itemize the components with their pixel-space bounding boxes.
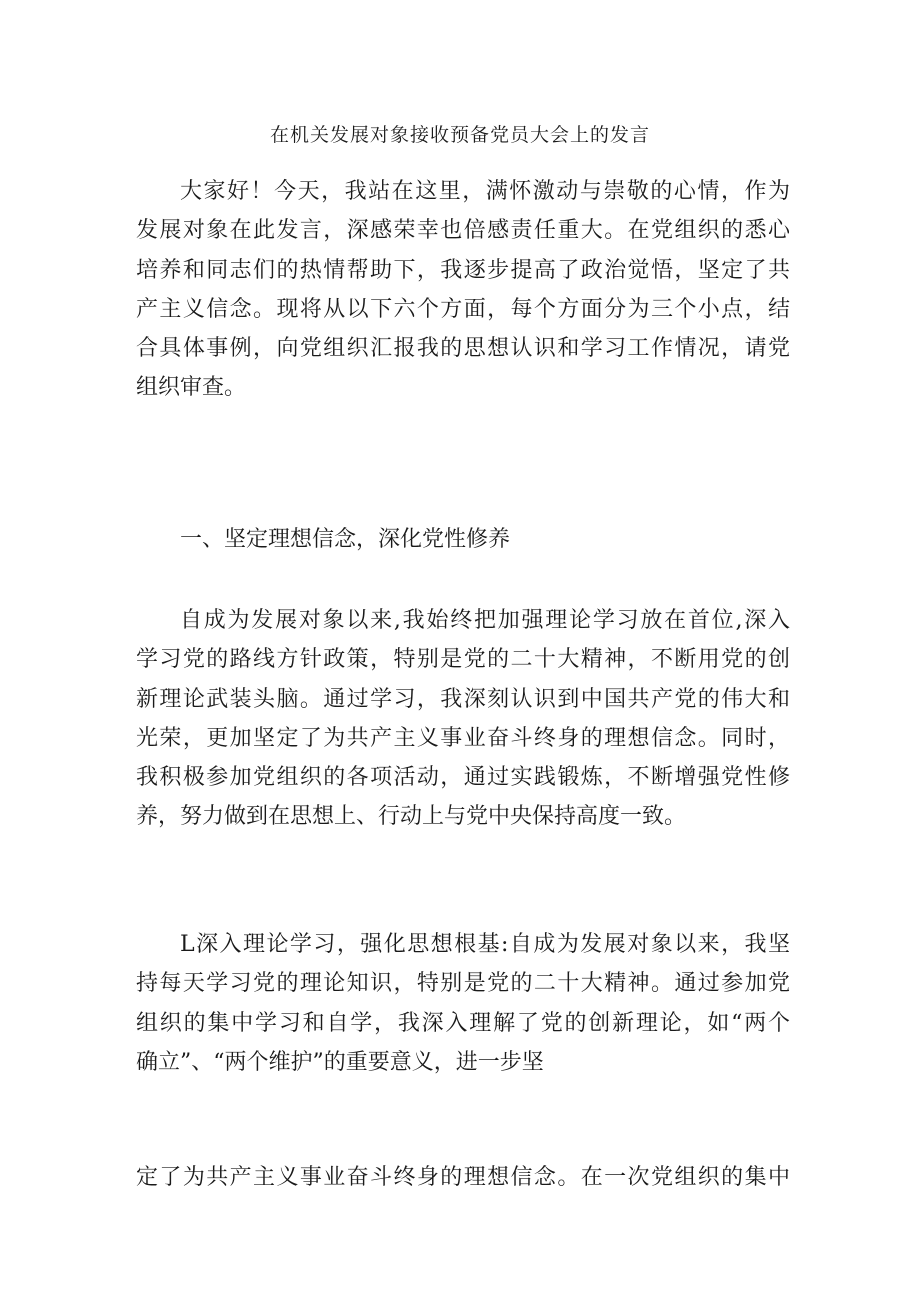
intro-line: 大家好！今天，我站在这里，满怀激动与崇敬的心情，作为: [180, 179, 790, 204]
section-line: 我积极参加党组织的各项活动，通过实践锻炼，不断增强党性修: [136, 765, 790, 791]
point-line: L深入理论学习，强化思想根基:自成为发展对象以来，我坚: [180, 932, 790, 957]
point-line: 持每天学习党的理论知识，特别是党的二十大精神。通过参加党: [136, 971, 790, 997]
section-paragraph: [136, 601, 790, 837]
section-line: 自成为发展对象以来,我始终把加强理论学习放在首位,深入: [180, 608, 790, 633]
intro-line: 发展对象在此发言，深感荣幸也倍感责任重大。在党组织的悉心: [136, 218, 790, 244]
intro-line: 产主义信念。现将从以下六个方面，每个方面分为三个小点，结: [136, 296, 790, 322]
continuation-paragraph: [136, 1158, 790, 1197]
section-line: 养，努力做到在思想上、行动上与党中央保持高度一致。: [136, 804, 687, 830]
point-paragraph: [136, 925, 790, 1082]
section-line: 新理论武装头脑。通过学习，我深刻认识到中国共产党的伟大和: [136, 686, 790, 712]
intro-paragraph: [136, 172, 790, 408]
intro-line: 组织审查。: [136, 375, 247, 401]
intro-line: 培养和同志们的热情帮助下，我逐步提高了政治觉悟，坚定了共: [136, 257, 790, 283]
section-line: 学习党的路线方针政策，特别是党的二十大精神，不断用党的创: [136, 647, 790, 673]
section-line: 光荣，更加坚定了为共产主义事业奋斗终身的理想信念。同时，: [136, 725, 790, 751]
document-title: 在机关发展对象接收预备党员大会上的发言: [269, 124, 650, 146]
point-line: 组织的集中学习和自学，我深入理解了党的创新理论，如“两个: [136, 1010, 790, 1036]
intro-line: 合具体事例，向党组织汇报我的思想认识和学习工作情况，请党: [136, 336, 790, 362]
continuation-line: 定了为共产主义事业奋斗终身的理想信念。在一次党组织的集中: [136, 1165, 790, 1190]
section-heading: 一、坚定理想信念，深化党性修养: [180, 527, 511, 552]
point-line: 确立”、“两个维护”的重要意义，进一步坚: [136, 1049, 544, 1075]
